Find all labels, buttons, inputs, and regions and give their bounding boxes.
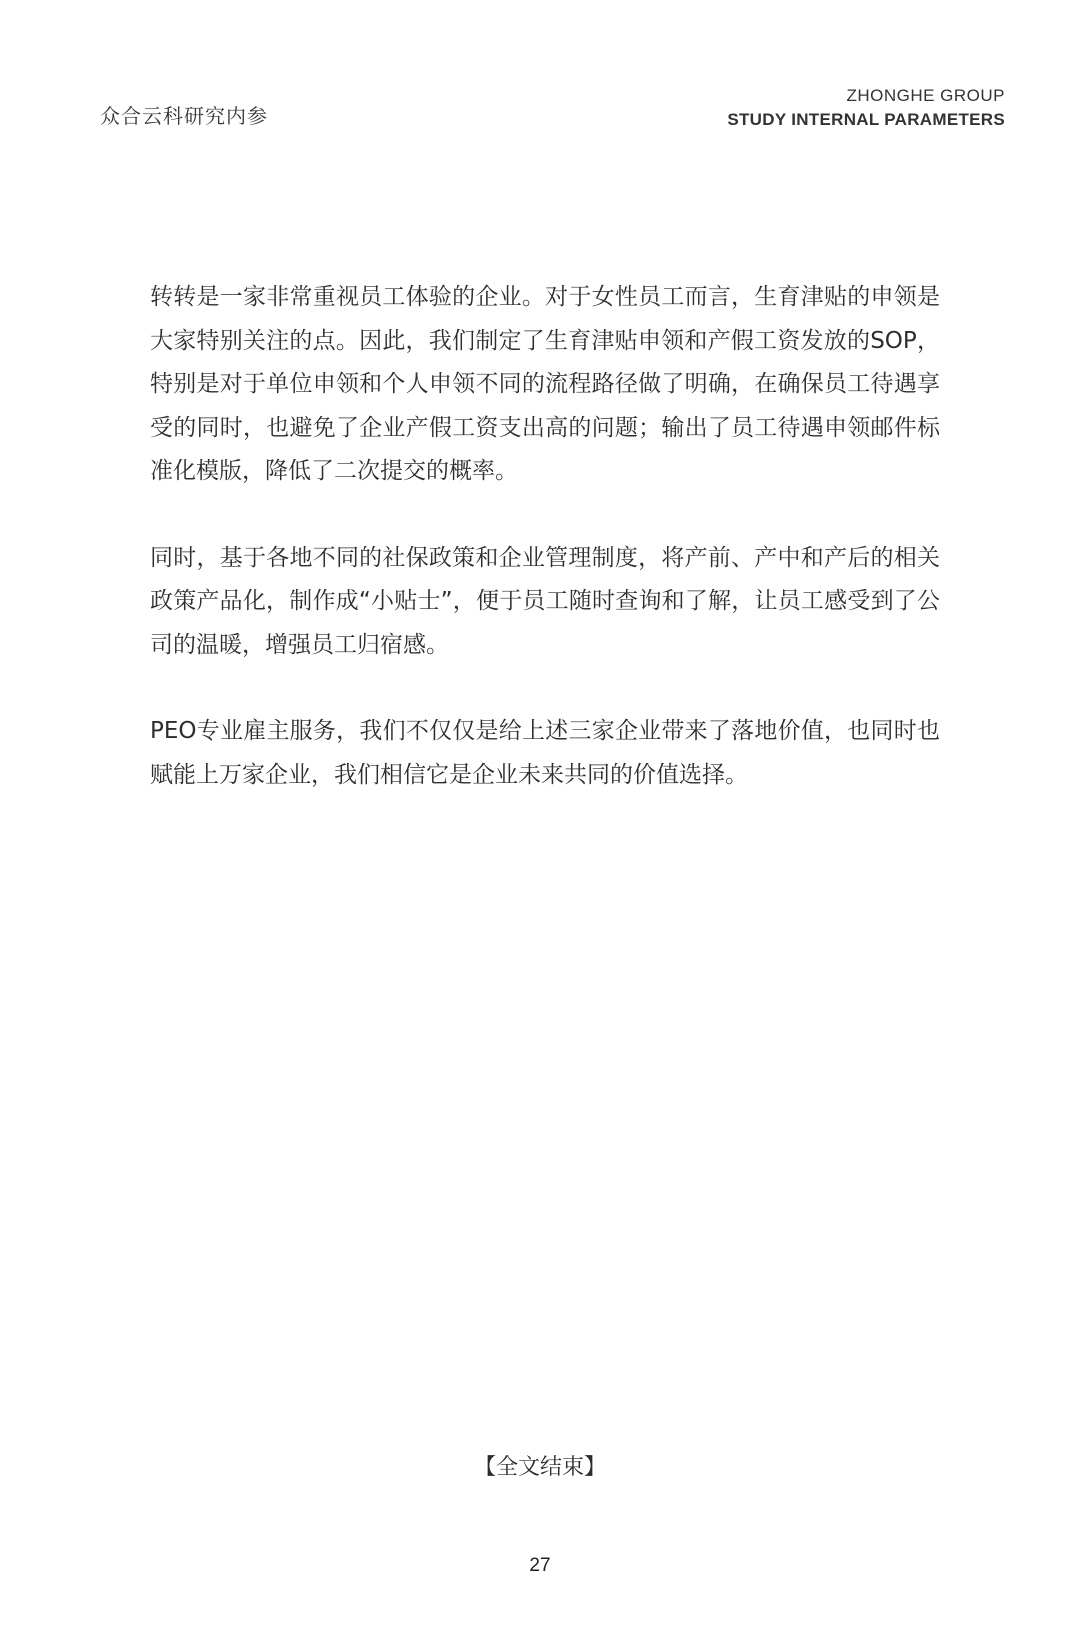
header-group-line1: ZHONGHE GROUP: [846, 86, 1005, 105]
page-number: 27: [529, 1555, 551, 1576]
end-of-article-mark: 【全文结束】: [473, 1455, 606, 1480]
header-publication-title: 众合云科研究内参: [100, 104, 268, 128]
body-paragraph: PEO专业雇主服务，我们不仅仅是给上述三家企业带来了落地价值，也同时也赋能上万家企业，我们相信它是企业未来共同的价值选择。: [150, 718, 940, 788]
header-group-line2: STUDY INTERNAL PARAMETERS: [727, 110, 1005, 129]
body-paragraph: 同时，基于各地不同的社保政策和企业管理制度，将产前、产中和产后的相关政策产品化，制作成“小贴士”，便于员工随时查询和了解，让员工感受到了公司的温暖，增强员工归宿感。: [150, 544, 940, 658]
body-paragraph: 转转是一家非常重视员工体验的企业。对于女性员工而言，生育津贴的申领是大家特别关注的点。因此，我们制定了生育津贴申领和产假工资发放的SOP，特别是对于单位申领和个人申领不同的流程路径做了明确，在确保员工待遇享受的同时，也避免了企业产假工资支出高的问题；输出了员工待遇申领邮件标准化模版，降低了二次提交的概率。: [150, 284, 940, 484]
header-group-name: [727, 84, 1005, 132]
article-body: [150, 276, 940, 840]
